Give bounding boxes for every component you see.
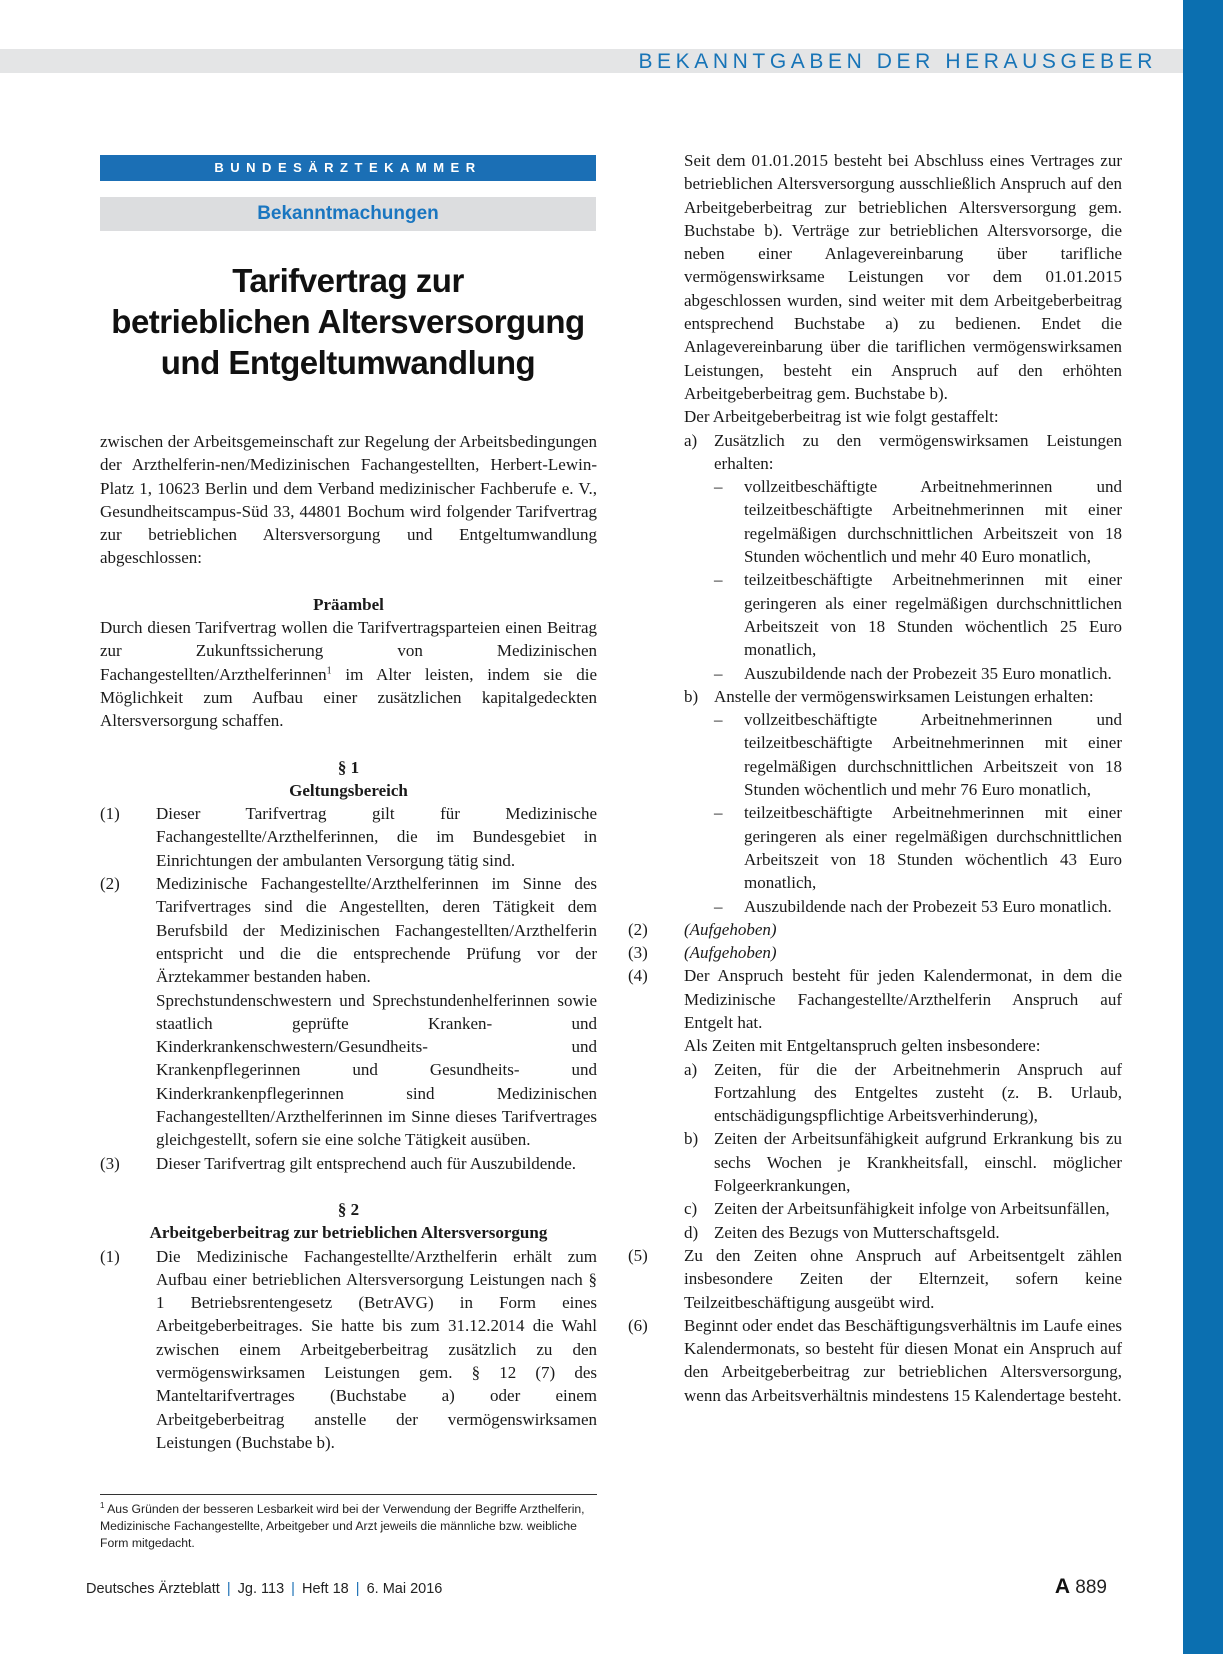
preamble-text (100, 616, 597, 732)
clause-number: (4) (628, 966, 648, 986)
footnote-marker: 1 (326, 665, 332, 677)
issue-date: 6. Mai 2016 (366, 1581, 443, 1597)
item-text: Zusätzlich zu den vermögenswirksamen Leistungen erhalten: (714, 430, 1122, 473)
lettered-item (628, 1058, 1122, 1128)
item-text: Zeiten, für die der Arbeitnehmerin Anspruch auf Fortzahlung des Entgeltes zusteht (z. B. Urlaub, entschädigungspflichtige Arbeitsverhinderung), (714, 1059, 1122, 1126)
dash-item (684, 801, 1122, 894)
page-number (1055, 1574, 1107, 1600)
journal-volume: Jg. 113 (237, 1581, 285, 1597)
dash-symbol: – (714, 477, 723, 497)
clause-number: (6) (628, 1315, 648, 1335)
numbered-clause (100, 1152, 597, 1175)
intro-paragraph: zwischen der Arbeitsgemeinschaft zur Regelung der Arbeitsbedingungen der Arzthelferin-nen/Medizinischen Fachangestellten, Herbert-Lewin-Platz 1, 10623 Berlin und dem Verband medizinischer Fachberufe e. V., Gesundheitscampus-Süd 33, 44801 Bochum wird folgender Tarifvertrag zur betrieblichen Altersversorgung und Entgeltumwandlung abgeschlossen: (100, 432, 597, 568)
item-letter: b) (684, 686, 699, 706)
left-column (100, 430, 597, 1454)
numbered-clause (100, 1245, 597, 1455)
section-heading: Arbeitgeberbeitrag zur betrieblichen Altersversorgung (149, 1223, 548, 1243)
page-number-value: 889 (1075, 1577, 1107, 1598)
lettered-item (628, 1221, 1122, 1244)
dash-text: Auszubildende nach der Probezeit 53 Euro monatlich. (744, 896, 1112, 916)
item-letter: d) (684, 1222, 699, 1242)
numbered-clause (628, 918, 1122, 941)
section-heading: Geltungsbereich (289, 780, 408, 800)
clause-text: (Aufgehoben) (684, 919, 777, 939)
header-title: BEKANNTGABEN DER HERAUSGEBER (638, 50, 1157, 73)
dash-item (684, 475, 1122, 568)
clause-number: (1) (100, 804, 120, 824)
clause-continuation: Der Arbeitgeberbeitrag ist wie folgt gestaffelt: (684, 407, 999, 427)
item-letter: b) (684, 1129, 699, 1149)
numbered-clause (100, 872, 597, 988)
lettered-item (628, 1127, 1122, 1197)
clause-text: (Aufgehoben) (684, 943, 777, 963)
page-prefix: A (1054, 1575, 1071, 1598)
title-line: und Entgeltumwandlung (160, 344, 536, 381)
numbered-clause (628, 941, 1122, 964)
clause-number: (1) (100, 1246, 120, 1266)
dash-text: Auszubildende nach der Probezeit 35 Euro monatlich. (744, 663, 1112, 683)
item-letter: a) (684, 430, 698, 450)
clause-number: (2) (628, 919, 648, 939)
clause-text: Medizinische Fachangestellte/Arzthelferinnen im Sinne des Tarifvertrages sind die Angestellten, deren Tätigkeit dem Berufsbild der Medizinischen Fachangestellten/Arzthelferin entspricht und die die entsprechende Prüfung vor der Ärztekammer bestanden haben. (156, 874, 597, 987)
clause-number: (3) (628, 943, 648, 963)
footnote-number: 1 (100, 1501, 105, 1510)
clause-number: (2) (100, 874, 120, 894)
dash-text: vollzeitbeschäftigte Arbeitnehmerinnen und teilzeitbeschäftigte Arbeitnehmerinnen mit einer regelmäßigen durchschnittlichen Arbeitszeit von 18 Stunden wöchentlich und mehr 40 Euro monatlich, (744, 477, 1122, 567)
dash-text: teilzeitbeschäftigte Arbeitnehmerinnen mit einer geringeren als einer regelmäßigen durchschnittlichen Arbeitszeit von 18 Stunden wöchentlich 25 Euro monatlich, (744, 570, 1122, 660)
lettered-item (628, 429, 1122, 476)
article-title (100, 260, 596, 383)
dash-text: vollzeitbeschäftigte Arbeitnehmerinnen und teilzeitbeschäftigte Arbeitnehmerinnen mit einer regelmäßigen durchschnittlichen Arbeitszeit von 18 Stunden wöchentlich und mehr 76 Euro monatlich, (744, 710, 1122, 800)
clause-number: (3) (100, 1153, 120, 1173)
title-line: betrieblichen Altersversorgung (111, 303, 585, 340)
numbered-clause (628, 964, 1122, 1034)
footer (86, 1578, 442, 1600)
numbered-clause (100, 802, 597, 872)
clause-continuation: Seit dem 01.01.2015 besteht bei Abschluss eines Vertrages zur betrieblichen Altersversorgung ausschließlich Anspruch auf den Arbeitgeberbeitrag zur betrieblichen Altersversorgung gem. Buchstabe b). Verträge zur betrieblichen Altersvorsorge, die neben einer Anlagevereinbarung über tarifliche vermögenswirksame Leistungen vor dem 01.01.2015 abgeschlossen wurden, sind weiter mit dem Arbeitgeberbeitrag entsprechend Buchstabe a) zu bedienen. Endet die Anlagevereinbarung über die tariflichen vermögenswirksamen Leistungen, besteht ein Anspruch auf den erhöhten Arbeitgeberbeitrag gem. Buchstabe b). (684, 151, 1122, 403)
numbered-clause (628, 1314, 1122, 1407)
dash-symbol: – (714, 570, 723, 590)
numbered-clause (628, 1244, 1122, 1314)
dash-symbol: – (714, 803, 723, 823)
section-number: § 2 (337, 1199, 360, 1219)
dash-text: teilzeitbeschäftigte Arbeitnehmerinnen mit einer geringeren als einer regelmäßigen durchschnittlichen Arbeitszeit von 18 Stunden wöchentlich 43 Euro monatlich, (744, 803, 1122, 893)
clause-continuation: Sprechstundenschwestern und Sprechstundenhelferinnen sowie staatlich geprüfte Kranken- und Kinderkrankenschwestern/Gesundheits- und Krankenpflegerinnen und Gesundheits- und Kinderkrankenpflegerinnen sind Medizinischen Fachangestellten/Arzthelferinnen im Sinne dieses Tarifvertrages gleichgestellt, sofern sie eine solche Tätigkeit ausüben. (156, 990, 597, 1150)
journal-name: Deutsches Ärzteblatt (86, 1581, 220, 1597)
right-edge-bar (1183, 0, 1223, 1654)
footnote-rule (100, 1494, 597, 1495)
title-line: Tarifvertrag zur (232, 262, 464, 299)
item-text: Zeiten der Arbeitsunfähigkeit aufgrund Erkrankung bis zu sechs Wochen je Krankheitsfall, einschl. möglicher Folgeerkrankungen, (714, 1129, 1122, 1196)
item-letter: c) (684, 1199, 698, 1219)
footnote (100, 1497, 597, 1552)
item-text: Anstelle der vermögenswirksamen Leistungen erhalten: (714, 686, 1094, 706)
dash-item (684, 662, 1122, 685)
clause-text: Der Anspruch besteht für jeden Kalendermonat, in dem die Medizinische Fachangestellte/Arzthelferin Anspruch auf Entgelt hat. (684, 966, 1122, 1032)
section-tag: BUNDESÄRZTEKAMMER (100, 155, 596, 181)
clause-text: Dieser Tarifvertrag gilt entsprechend auch für Auszubildende. (156, 1153, 577, 1173)
dash-item (684, 568, 1122, 661)
clause-text: Dieser Tarifvertrag gilt für Medizinische Fachangestellte/Arzthelferinnen, die im Bundesgebiet in Einrichtungen der ambulanten Versorgung tätig sind. (156, 804, 597, 870)
footer-separator: | (226, 1581, 231, 1597)
section-number: § 1 (337, 757, 360, 777)
clause-number: (5) (628, 1245, 648, 1265)
item-text: Zeiten der Arbeitsunfähigkeit infolge von Arbeitsunfällen, (714, 1199, 1110, 1219)
item-text: Zeiten des Bezugs von Mutterschaftsgeld. (714, 1222, 1000, 1242)
clause-continuation: Als Zeiten mit Entgeltanspruch gelten insbesondere: (684, 1036, 1041, 1056)
footer-separator: | (355, 1581, 360, 1597)
lettered-item (628, 1197, 1122, 1220)
footer-separator: | (291, 1581, 295, 1597)
preamble-text-a: Durch diesen Tarifvertrag wollen die Tarifvertragsparteien einen Beitrag zur Zukunftssicherung von Medizinischen Fachangestellten/Arzthelferinnen (100, 618, 597, 684)
preamble-heading: Präambel (313, 594, 384, 614)
dash-item (684, 895, 1122, 918)
clause-text: Die Medizinische Fachangestellte/Arzthelferin erhält zum Aufbau einer betrieblichen Altersversorgung Leistungen nach § 1 Betriebsrentengesetz (BetrAVG) in Form eines Arbeitgeberbeitrages. Sie hatte bis zum 31.12.2014 die Wahl zwischen einem Arbeitgeberbeitrag zusätzlich zu den vermögenswirksamen Leistungen gem. § 12 (7) des Manteltarifvertrages (Buchstabe a) oder einem Arbeitgeberbeitrag anstelle der vermögenswirksamen Leistungen (Buchstabe b). (156, 1246, 597, 1452)
clause-text: Beginnt oder endet das Beschäftigungsverhältnis im Laufe eines Kalendermonats, so besteht für diesen Monat ein Anspruch auf den Arbeitgeberbeitrag zur betrieblichen Altersversorgung, wenn das Arbeitsverhältnis mindestens 15 Kalendertage besteht. (684, 1315, 1122, 1405)
sub-tag: Bekanntmachungen (100, 197, 596, 231)
journal-issue: Heft 18 (301, 1581, 349, 1597)
preamble-text-b: im Alter leisten, indem sie die Möglichkeit zum Aufbau einer zusätzlichen kapitalgedeckten Altersversorgung schaffen. (100, 664, 597, 731)
dash-symbol: – (714, 710, 723, 730)
lettered-item (628, 685, 1122, 708)
clause-text: Zu den Zeiten ohne Anspruch auf Arbeitsentgelt zählen insbesondere Zeiten der Elternzeit, sofern keine Teilzeitbeschäftigung ausgeübt wird. (684, 1245, 1122, 1312)
item-letter: a) (684, 1059, 698, 1079)
dash-symbol: – (714, 896, 723, 916)
dash-symbol: – (714, 663, 723, 683)
dash-item (684, 708, 1122, 801)
footnote-text: Aus Gründen der besseren Lesbarkeit wird bei der Verwendung der Begriffe Arzthelferin, Medizinische Fachangestellte, Arbeitgeber und Arzt jeweils die männliche bzw. weibliche Form mitgedacht. (100, 1502, 585, 1551)
right-column (628, 149, 1122, 1407)
